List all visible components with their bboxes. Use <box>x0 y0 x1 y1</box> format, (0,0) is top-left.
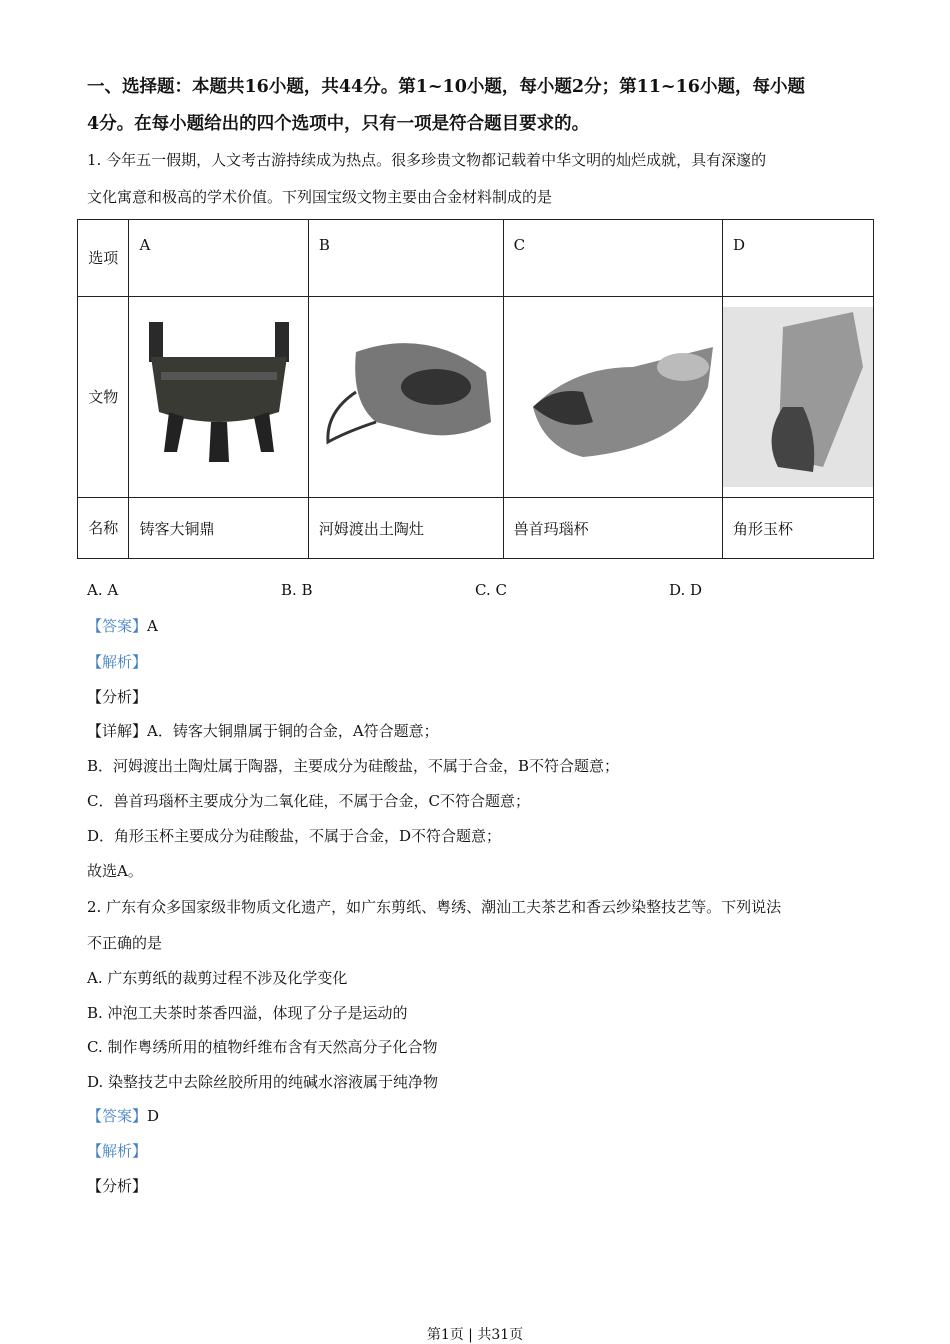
section-heading-line-2: 4分。在每小题给出的四个选项中，只有一项是符合题目要求的。 <box>87 114 590 134</box>
q1-detail-line: D．角形玉杯主要成分为硅酸盐，不属于合金，D不符合题意； <box>87 827 502 845</box>
pottery-stove-image <box>309 297 503 497</box>
q1-fenxi-label: 【分析】 <box>87 688 148 706</box>
q1-answer <box>87 616 158 636</box>
col-option-a: A <box>129 220 308 297</box>
q2-stem-line-1: 2. 广东有众多国家级非物质文化遗产，如广东剪纸、粤绣、潮汕工夫茶艺和香云纱染整技艺等。下列说法 <box>87 898 782 916</box>
answer-value: D <box>147 1107 160 1125</box>
artifact-table <box>77 219 874 559</box>
agate-cup-image <box>504 297 722 497</box>
q2-option-c: C. 制作粤绣所用的植物纤维布含有天然高分子化合物 <box>87 1038 438 1056</box>
q2-stem-line-2: 不正确的是 <box>87 934 163 952</box>
q1-stem-line-1: 1. 今年五一假期，人文考古游持续成为热点。很多珍贵文物都记载着中华文明的灿烂成就，具有深邃的 <box>87 151 767 169</box>
bronze-ding-image <box>129 297 307 497</box>
q1-detail-line: C．兽首玛瑙杯主要成分为二氧化硅，不属于合金，C不符合题意； <box>87 792 530 810</box>
q2-option-b: B. 冲泡工夫茶时茶香四溢，体现了分子是运动的 <box>87 1004 408 1022</box>
q2-option-a: A. 广东剪纸的裁剪过程不涉及化学变化 <box>87 969 348 987</box>
col-option-c: C <box>503 220 722 297</box>
page-footer: 第1页 | 共31页 <box>426 1327 524 1343</box>
row-label-option: 选项 <box>78 220 129 297</box>
q1-option-c: C. C <box>475 581 507 599</box>
horn-jade-cup-image <box>723 297 873 497</box>
q1-detail-line: B．河姆渡出土陶灶属于陶器，主要成分为硅酸盐，不属于合金，B不符合题意； <box>87 757 620 775</box>
row-label-artifact: 文物 <box>78 297 129 498</box>
artifact-name-a: 铸客大铜鼎 <box>129 498 308 559</box>
q1-option-b: B. B <box>281 581 313 599</box>
col-option-d: D <box>723 220 874 297</box>
answer-label: 【答案】 <box>87 617 148 635</box>
q2-option-d: D. 染整技艺中去除丝胶所用的纯碱水溶液属于纯净物 <box>87 1073 439 1091</box>
q1-detail-line: 故选A。 <box>87 862 143 880</box>
q1-option-a: A. A <box>87 581 119 599</box>
q2-fenxi-label: 【分析】 <box>87 1177 148 1195</box>
row-label-name: 名称 <box>78 498 129 559</box>
q1-detail-line: 【详解】A．铸客大铜鼎属于铜的合金，A符合题意； <box>87 722 439 740</box>
section-heading-line-1: 一、选择题：本题共16小题，共44分。第1~10小题，每小题2分；第11~16小题，每小题 <box>87 77 805 97</box>
artifact-name-b: 河姆渡出土陶灶 <box>308 498 503 559</box>
q1-option-d: D. D <box>669 581 703 599</box>
q2-answer <box>87 1106 159 1126</box>
q2-analysis-label: 【解析】 <box>87 1142 148 1160</box>
q1-analysis-label: 【解析】 <box>87 653 148 671</box>
col-option-b: B <box>308 220 503 297</box>
q1-stem-line-2: 文化寓意和极高的学术价值。下列国宝级文物主要由合金材料制成的是 <box>87 188 553 206</box>
artifact-name-d: 角形玉杯 <box>723 498 874 559</box>
artifact-name-c: 兽首玛瑙杯 <box>503 498 722 559</box>
answer-value: A <box>147 617 158 635</box>
answer-label: 【答案】 <box>87 1107 148 1125</box>
